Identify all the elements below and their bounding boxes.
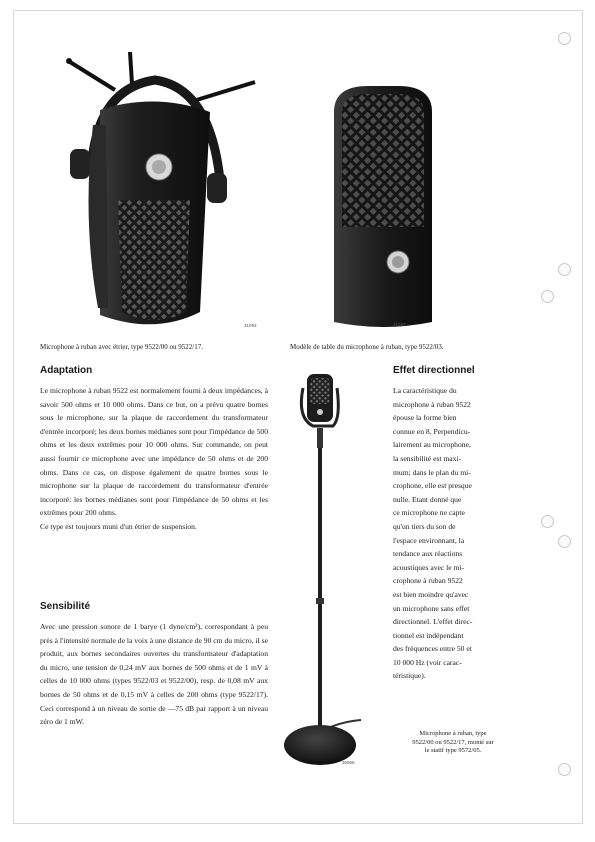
effet-line: microphone à ruban 9522	[393, 399, 471, 409]
heading-sensibilite: Sensibilité	[40, 601, 91, 612]
effet-line: des fréquences entre 50 et	[393, 644, 472, 654]
figure-caption-left: Microphone à ruban avec étrier, type 9522/00 ou 9522/17.	[40, 343, 204, 351]
effet-line: qu'un tiers du son de	[393, 521, 456, 531]
effet-text	[393, 384, 511, 683]
effet-line: un microphone sans effet	[393, 603, 470, 613]
effet-line: téristique).	[393, 671, 426, 681]
effet-line: connue en 8. Perpendicu-	[393, 426, 471, 436]
image-number: 31093	[244, 323, 257, 328]
effet-line: tionnel est indépendant	[393, 630, 464, 640]
stand-caption-line: le statif type 9572/05.	[424, 747, 482, 754]
effet-line: nulle. Etant donné que	[393, 494, 462, 504]
sensibilite-text	[40, 620, 268, 729]
effet-line: est bien moindre qu'avec	[393, 589, 469, 599]
figure-caption-stand	[397, 730, 509, 756]
adaptation-text	[40, 384, 268, 534]
punch-hole	[558, 263, 571, 276]
sensibilite-paragraph: Avec une pression sonore de 1 barye (1 dyne/cm²), correspondant à peu près à l'intensité normale de la voix à une distance de 90 cm du micro, il se produit, aux bornes secondaires ouvertes du transformateur d'adaptation du micro, une tension de 0,24 mV aux bornes de 500 ohms et de 1 mV à celles de 10 000 ohms (types 9522/03 et 9522/00), resp. de 0,08 mV aux bornes de 50 ohms et de 0,15 mV à celles de 200 ohms (type 9522/17). Ceci correspond à un niveau de sortie de —75 dB par rapport à un niveau zéro de 1 mW.	[40, 622, 268, 727]
effet-line: La caractéristique du	[393, 386, 457, 395]
effet-line: ce microphone ne capte	[393, 508, 465, 518]
effet-line: crophone à ruban 9522	[393, 576, 463, 586]
stand-caption-line: Microphone à ruban, type	[419, 730, 487, 737]
figure-caption-right: Modèle de table du microphone à ruban, type 9522/03.	[290, 343, 444, 351]
effet-line: la sensibilité est maxi-	[393, 453, 462, 463]
effet-line: directionnel. L'effet direc-	[393, 617, 473, 627]
effet-line: l'espace environnant, la	[393, 535, 465, 545]
adaptation-paragraph: Ce type est toujours muni d'un étrier de suspension.	[40, 521, 197, 531]
table-model-microphone-photo	[328, 82, 438, 332]
heading-adaptation: Adaptation	[40, 365, 93, 376]
punch-hole	[558, 32, 571, 45]
punch-hole	[541, 290, 554, 303]
effet-line: 10 000 Hz (voir carac-	[393, 657, 462, 667]
stand-caption-line: 9522/00 ou 9522/17, monté sur	[412, 738, 494, 746]
microphone-on-stand-photo	[283, 370, 363, 768]
image-number: 31093	[393, 322, 406, 327]
effet-line: acoustiques avec le mi-	[393, 562, 465, 572]
image-number: 36968	[342, 760, 355, 765]
effet-line: épouse la forme bien	[393, 413, 457, 423]
adaptation-paragraph: Le microphone à ruban 9522 est normalement fourni à deux impédances, à savoir 500 ohms et 10 000 ohms. Dans ce but, on a prévu quatre bornes sous le microphone, sur la plaque de raccordement du transformateur d'entrée incorporé; les deux bornes médianes sont pour l'impédance de 500 ohms et les deux extrêmes pour 10 000 ohms. Sur commande, on peut aussi fournir ce microphone avec une impédance de 50 ohms et de 200 ohms. Dans ce cas, on dispose également de quatre bornes sous le microphone sur la plaque de raccordement du transformateur d'entrée incorporé: les bornes médianes sont pour l'impédance de 50 ohms et les extrêmes pour 200 ohms.	[40, 386, 268, 518]
ribbon-microphone-stirrup-photo	[60, 50, 270, 335]
punch-hole	[558, 535, 571, 548]
punch-hole	[541, 515, 554, 528]
effet-line: crophone, elle est presque	[393, 481, 472, 491]
effet-line: tendance aux réactions	[393, 549, 463, 559]
punch-hole	[558, 763, 571, 776]
effet-line: lairement au microphone,	[393, 440, 471, 450]
effet-line: mum; dans le plan du mi-	[393, 467, 471, 477]
heading-effet-directionnel: Effet directionnel	[393, 365, 475, 376]
